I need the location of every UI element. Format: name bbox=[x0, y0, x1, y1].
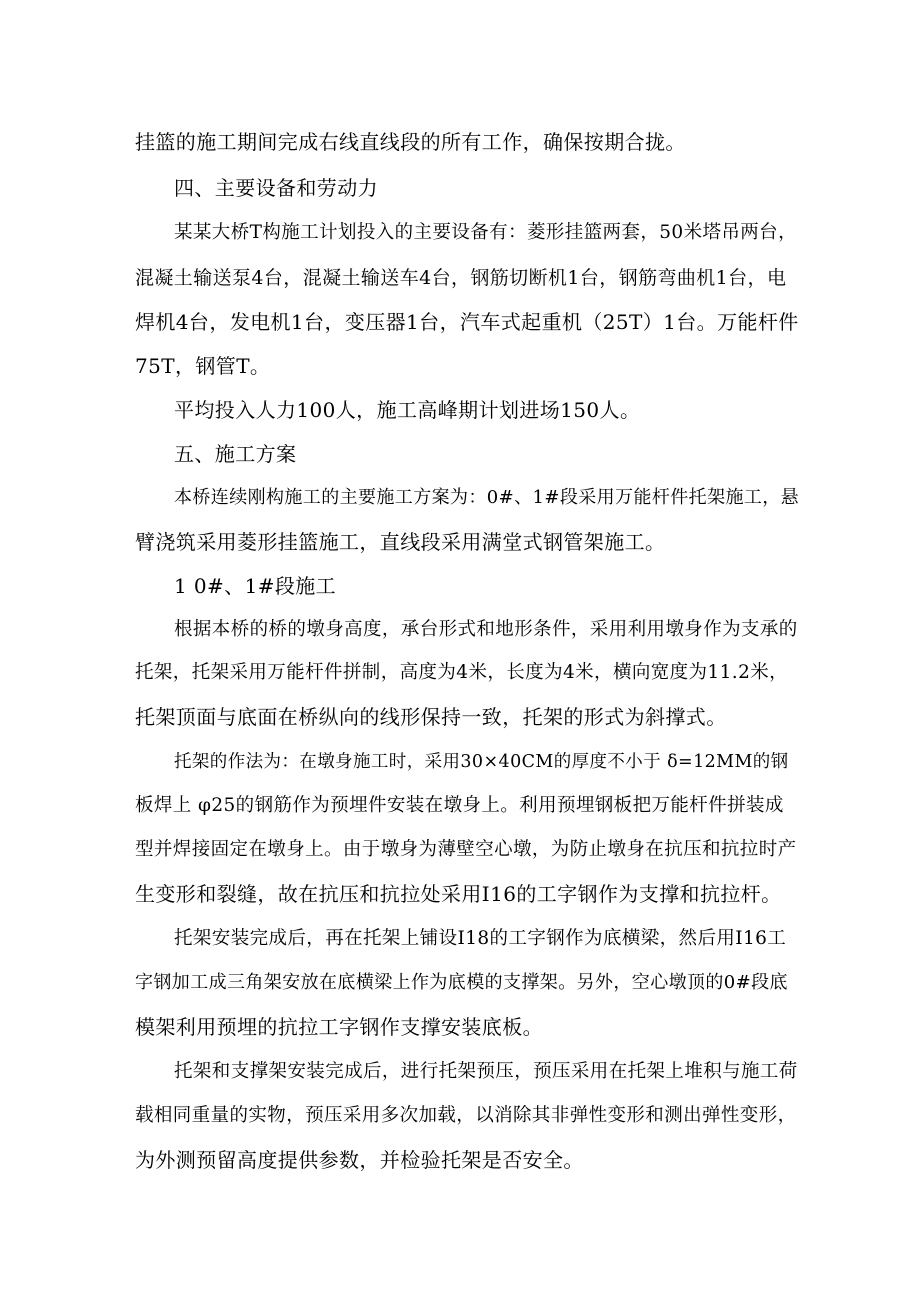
text-line: 臂浇筑采用菱形挂篮施工，直线段采用满堂式钢管架施工。 bbox=[135, 530, 666, 554]
section-heading-4: 四、主要设备和劳动力 bbox=[174, 176, 378, 200]
text-line: 混凝土输送泵4台，混凝土输送车4台，钢筋切断机1台，钢筋弯曲机1台，电 bbox=[135, 267, 787, 289]
text-line: 托架安装完成后，再在托架上铺设I18的工字钢作为底横梁，然后用I16工 bbox=[174, 928, 787, 949]
text-line: 载相同重量的实物，预压采用多次加载，以消除其非弹性变形和测出弹性变形， bbox=[135, 1105, 797, 1126]
text-line: 生变形和裂缝，故在抗压和抗拉处采用I16的工字钢作为支撑和抗拉杆。 bbox=[135, 882, 782, 906]
text-line: 板焊上 φ25的钢筋作为预埋件安装在墩身上。利用预埋钢板把万能杆件拼装成 bbox=[135, 795, 784, 816]
text-line: 模架利用预埋的抗拉工字钢作支撑安装底板。 bbox=[135, 1015, 543, 1039]
text-line: 托架，托架采用万能杆件拼制，高度为4米，长度为4米，横向宽度为11.2米， bbox=[135, 662, 789, 683]
text-line: 托架的作法为：在墩身施工时，采用30×40CM的厚度不小于 δ=12MM的钢 bbox=[174, 752, 789, 772]
text-line: 托架和支撑架安装完成后，进行托架预压，预压采用在托架上堆积与施工荷 bbox=[174, 1061, 798, 1082]
text-line: 焊机4台，发电机1台，变压器1台，汽车式起重机（25T）1台。万能杆件 bbox=[135, 310, 799, 334]
section-heading-5: 五、施工方案 bbox=[174, 442, 297, 466]
text-line: 本桥连续刚构施工的主要施工方案为：0#、1#段采用万能杆件托架施工，悬 bbox=[174, 487, 800, 508]
text-line: 字钢加工成三角架安放在底横梁上作为底模的支撑架。另外，空心墩顶的0#段底 bbox=[135, 972, 788, 993]
text-line: 75T，钢管T。 bbox=[135, 354, 271, 378]
text-line-continuation: 挂篮的施工期间完成右线直线段的所有工作，确保按期合拢。 bbox=[135, 130, 686, 154]
text-line: 平均投入人力100人，施工高峰期计划进场150人。 bbox=[174, 398, 641, 422]
text-line: 托架顶面与底面在桥纵向的线形保持一致，托架的形式为斜撑式。 bbox=[135, 705, 727, 729]
subsection-heading: 1 0#、1#段施工 bbox=[174, 574, 337, 598]
text-line: 根据本桥的桥的墩身高度，承台形式和地形条件，采用利用墩身作为支承的 bbox=[174, 619, 798, 640]
text-line: 某某大桥T构施工计划投入的主要设备有：菱形挂篮两套，50米塔吊两台， bbox=[174, 222, 797, 243]
text-line: 为外测预留高度提供参数，并检验托架是否安全。 bbox=[135, 1148, 584, 1172]
text-line: 型并焊接固定在墩身上。由于墩身为薄壁空心墩，为防止墩身在抗压和抗拉时产 bbox=[135, 839, 797, 860]
